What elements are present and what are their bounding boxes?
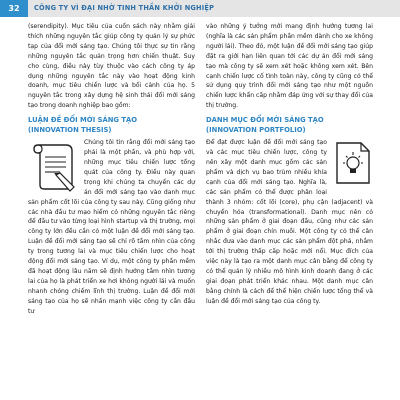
left-intro-paragraph: (serendipity). Mục tiêu của cuốn sách này nhằm giải thích những nguyên tắc giúp công ty quản lý sự phức tạp của đổi mới sáng tạo. Chúng tôi thực sự tin rằng những nguyên tắc quản trọng hơn chiến thuật. Suy cho cùng, điều này tùy thuộc vào cách công ty áp dụng những nguyên tắc này vào hoạt động kinh doanh, mục tiêu chiến lược và bối cảnh của họ. 5 nguyên tắc trong xây dựng hệ sinh thái đổi mới sáng tạo trong doanh nghiệp bao gồm:: [28, 23, 195, 110]
page-number: 32: [0, 0, 28, 17]
right-intro-paragraph: vào những ý tưởng mới mang định hướng tương lai (nghĩa là các sản phẩm phần mềm dành cho xe không người lái). Theo đó, một luận đề đổi mới sáng tạo giúp đặt ra giới hạn liên quan tới các dự án đổi mới sáng tạo mà công ty sẽ xem xét hoặc không xem xét. Bên cạnh chiến lược cố tình toàn này, công ty cũng có thể sử dụng quy trình đổi mới sáng tạo như một nguồn chiến lược khẩn cấp nhằm đáp ứng với sự thay đổi của thị trường.: [206, 23, 373, 110]
scroll-document-icon: [28, 139, 78, 195]
innovation-portfolio-heading: [206, 115, 373, 135]
lightbulb-document-icon: [333, 139, 373, 187]
thesis-body-paragraph: Chúng tôi tin rằng đổi mới sáng tạo phải là một phần, và phù hợp với, những mục tiêu chiến lược tổng quát của công ty. Điều này quan trọng khi chúng ta chuyển các dự án đổi mới sáng tạo vào danh mục sản phẩm cốt lõi của công ty sau này. Cũng giống như các nhà đầu tư mạo hiểm có những nguyên tắc riêng để đầu tư vào từng loại hình startup và thị trường, mọi công ty lớn đều cần có một luận đề đổi mới sáng tạo. Luận đề đổi mới sáng tạo sẽ chỉ rõ tầm nhìn của công ty trong tương lai và mục tiêu chiến lược cho hoạt động đổi mới sáng tạo. Ví dụ, một công ty phần mềm đã hoạt động lâu năm sẽ định hướng tầm nhìn tương lai của họ là phát triển xe hơi không người lái và muốn nhanh chóng chiếm lĩnh thị trường. Luận đề đổi mới sáng tạo của họ sẽ nhấn mạnh việc công ty cần đầu tư: [28, 139, 195, 315]
portfolio-body-wrap: [206, 138, 373, 306]
innovation-thesis-heading-line2: (INNOVATION THESIS): [28, 126, 112, 135]
running-title: CÔNG TY VÌ ĐẠI NHỜ TINH THẦN KHỞI NGHIỆP: [34, 4, 215, 12]
thesis-body-wrap: [28, 138, 195, 316]
left-column: [28, 22, 195, 316]
innovation-portfolio-heading-line1: DANH MỤC ĐỔI MỚI SÁNG TẠO: [206, 116, 324, 125]
innovation-thesis-heading-line1: LUẬN ĐỀ ĐỔI MỚI SÁNG TẠO: [28, 116, 138, 125]
portfolio-body-paragraph: Để đạt được luận đề đổi mới sáng tạo và các mục tiêu chiến lược, công ty nên xây một danh mục gồm các sản phẩm và dịch vụ bao trùm nhiều khía cạnh của đổi mới sáng tạo. Nghĩa là, các sản phẩm có thể được phân loại thành 3 nhóm: cốt lõi (core), phụ cận (adjacent) và chuyển hóa (transformational). Danh mục nên có những sản phẩm ở giai đoạn đầu, cũng như các sản phẩm ở giai đoạn chín muồi. Một công ty có thể cân nhắc đưa vào danh mục các sản phẩm đột phá, nhắm tới thị trường thấp cấp hoặc mới nổi. Mục đích của việc này là tạo ra một danh mục cân bằng để công ty có thể quản lý nhiều mô hình kinh doanh đang ở các giai đoạn phát triển khác nhau. Một danh mục cân bằng chính là cách để thể hiện chiến lược tổng thể và luận đề đổi mới sáng tạo của công ty.: [206, 139, 373, 305]
page-header: [0, 0, 400, 17]
right-column: [206, 22, 373, 307]
innovation-portfolio-heading-line2: (INNOVATION PORTFOLIO): [206, 126, 306, 135]
innovation-thesis-heading: [28, 115, 195, 135]
